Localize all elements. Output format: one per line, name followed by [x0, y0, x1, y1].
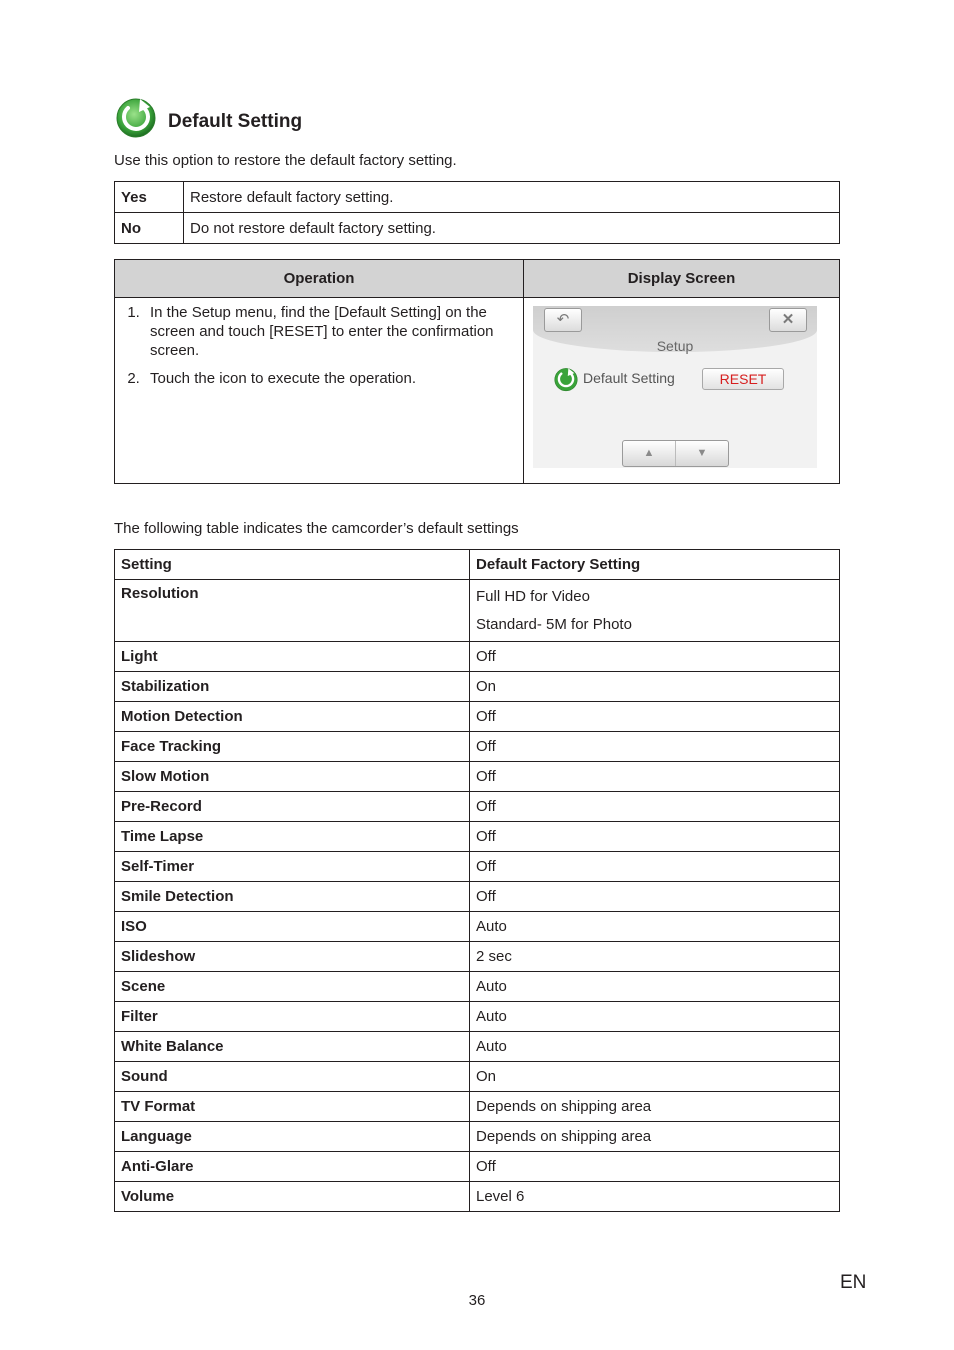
setting-value: Off: [470, 852, 840, 882]
setting-name: Light: [115, 642, 470, 672]
setting-name: Face Tracking: [115, 732, 470, 762]
setting-value: Auto: [470, 1002, 840, 1032]
table-row: [115, 213, 840, 244]
setting-value: On: [470, 672, 840, 702]
table-row: [115, 792, 840, 822]
option-key: No: [115, 213, 184, 244]
reset-button: RESET: [702, 368, 784, 390]
setting-name: Time Lapse: [115, 822, 470, 852]
table-row: [115, 912, 840, 942]
value-line: Standard- 5M for Photo: [476, 615, 632, 633]
screen-title: Setup: [656, 338, 694, 354]
setting-name: White Balance: [115, 1032, 470, 1062]
step-item: 1. In the Setup menu, find the [Default Setting] on the screen and touch [RESET] to enter the confirmation screen.: [144, 303, 517, 360]
setting-value: Off: [470, 702, 840, 732]
table-row: [115, 822, 840, 852]
setting-value: Auto: [470, 912, 840, 942]
setting-name: Volume: [115, 1182, 470, 1212]
table-row: [115, 642, 840, 672]
setting-value: Off: [470, 732, 840, 762]
close-x-icon: ✕: [769, 308, 807, 332]
defaults-intro: The following table indicates the camcorder’s default settings: [114, 520, 519, 537]
display-screen-cell: [524, 298, 840, 484]
table-row: [115, 852, 840, 882]
setting-value: Auto: [470, 1032, 840, 1062]
setting-name: Smile Detection: [115, 882, 470, 912]
setting-name: Filter: [115, 1002, 470, 1032]
device-screen-illustration: [533, 306, 817, 468]
back-arrow-icon: ↶: [544, 308, 582, 332]
chevron-down-icon: ▼: [696, 447, 708, 459]
page-number: 36: [468, 1292, 486, 1309]
operation-table: [114, 259, 840, 484]
setting-name: Resolution: [115, 580, 470, 642]
table-row: [115, 1182, 840, 1212]
yes-no-table: [114, 181, 840, 244]
option-desc: Do not restore default factory setting.: [184, 213, 840, 244]
setting-value: Auto: [470, 972, 840, 1002]
section-title: Default Setting: [168, 111, 303, 132]
table-row: [115, 580, 840, 642]
table-row: [115, 882, 840, 912]
setting-value: Off: [470, 762, 840, 792]
operation-steps: [115, 298, 524, 484]
table-header-row: [115, 550, 840, 580]
table-row: [115, 1032, 840, 1062]
refresh-arrow-icon: [114, 95, 158, 139]
setting-name: Pre-Record: [115, 792, 470, 822]
refresh-arrow-icon: [553, 366, 579, 392]
table-row: [115, 1152, 840, 1182]
setting-value: Off: [470, 882, 840, 912]
table-row: [115, 1092, 840, 1122]
setting-value: Level 6: [470, 1182, 840, 1212]
setting-value: On: [470, 1062, 840, 1092]
table-row: [115, 972, 840, 1002]
setting-value: Off: [470, 1152, 840, 1182]
section-intro: Use this option to restore the default factory setting.: [114, 152, 457, 169]
option-desc: Restore default factory setting.: [184, 182, 840, 213]
table-row: [115, 182, 840, 213]
value-line: Full HD for Video: [476, 587, 590, 605]
table-row: [115, 942, 840, 972]
setting-name: ISO: [115, 912, 470, 942]
header-default: Default Factory Setting: [470, 550, 840, 580]
table-row: [115, 1002, 840, 1032]
setting-value: [470, 580, 840, 642]
table-row: [115, 702, 840, 732]
table-row: [115, 762, 840, 792]
setting-name: Slow Motion: [115, 762, 470, 792]
setting-value: Depends on shipping area: [470, 1122, 840, 1152]
setting-value: 2 sec: [470, 942, 840, 972]
scroll-nav: [622, 440, 729, 467]
header-display-screen: Display Screen: [524, 260, 840, 298]
header-operation: Operation: [115, 260, 524, 298]
setting-name: Sound: [115, 1062, 470, 1092]
setting-value: Off: [470, 822, 840, 852]
option-key: Yes: [115, 182, 184, 213]
setting-name: TV Format: [115, 1092, 470, 1122]
screen-item-label: Default Setting: [583, 370, 675, 386]
setting-name: Stabilization: [115, 672, 470, 702]
table-row: [115, 732, 840, 762]
setting-name: Language: [115, 1122, 470, 1152]
table-row: [115, 672, 840, 702]
setting-name: Slideshow: [115, 942, 470, 972]
table-header-row: [115, 260, 840, 298]
setting-value: Depends on shipping area: [470, 1092, 840, 1122]
setting-value: Off: [470, 642, 840, 672]
defaults-table: [114, 549, 840, 1212]
steps-list: [121, 303, 517, 388]
table-row: [115, 1122, 840, 1152]
setting-name: Self-Timer: [115, 852, 470, 882]
chevron-up-icon: ▲: [623, 441, 676, 466]
setting-name: Motion Detection: [115, 702, 470, 732]
step-item: 2. Touch the icon to execute the operation.: [144, 369, 517, 388]
setting-name: Scene: [115, 972, 470, 1002]
table-row: [115, 1062, 840, 1092]
header-setting: Setting: [115, 550, 470, 580]
setting-value: Off: [470, 792, 840, 822]
table-row: [115, 298, 840, 484]
language-marker: EN: [840, 1272, 867, 1293]
setting-name: Anti-Glare: [115, 1152, 470, 1182]
